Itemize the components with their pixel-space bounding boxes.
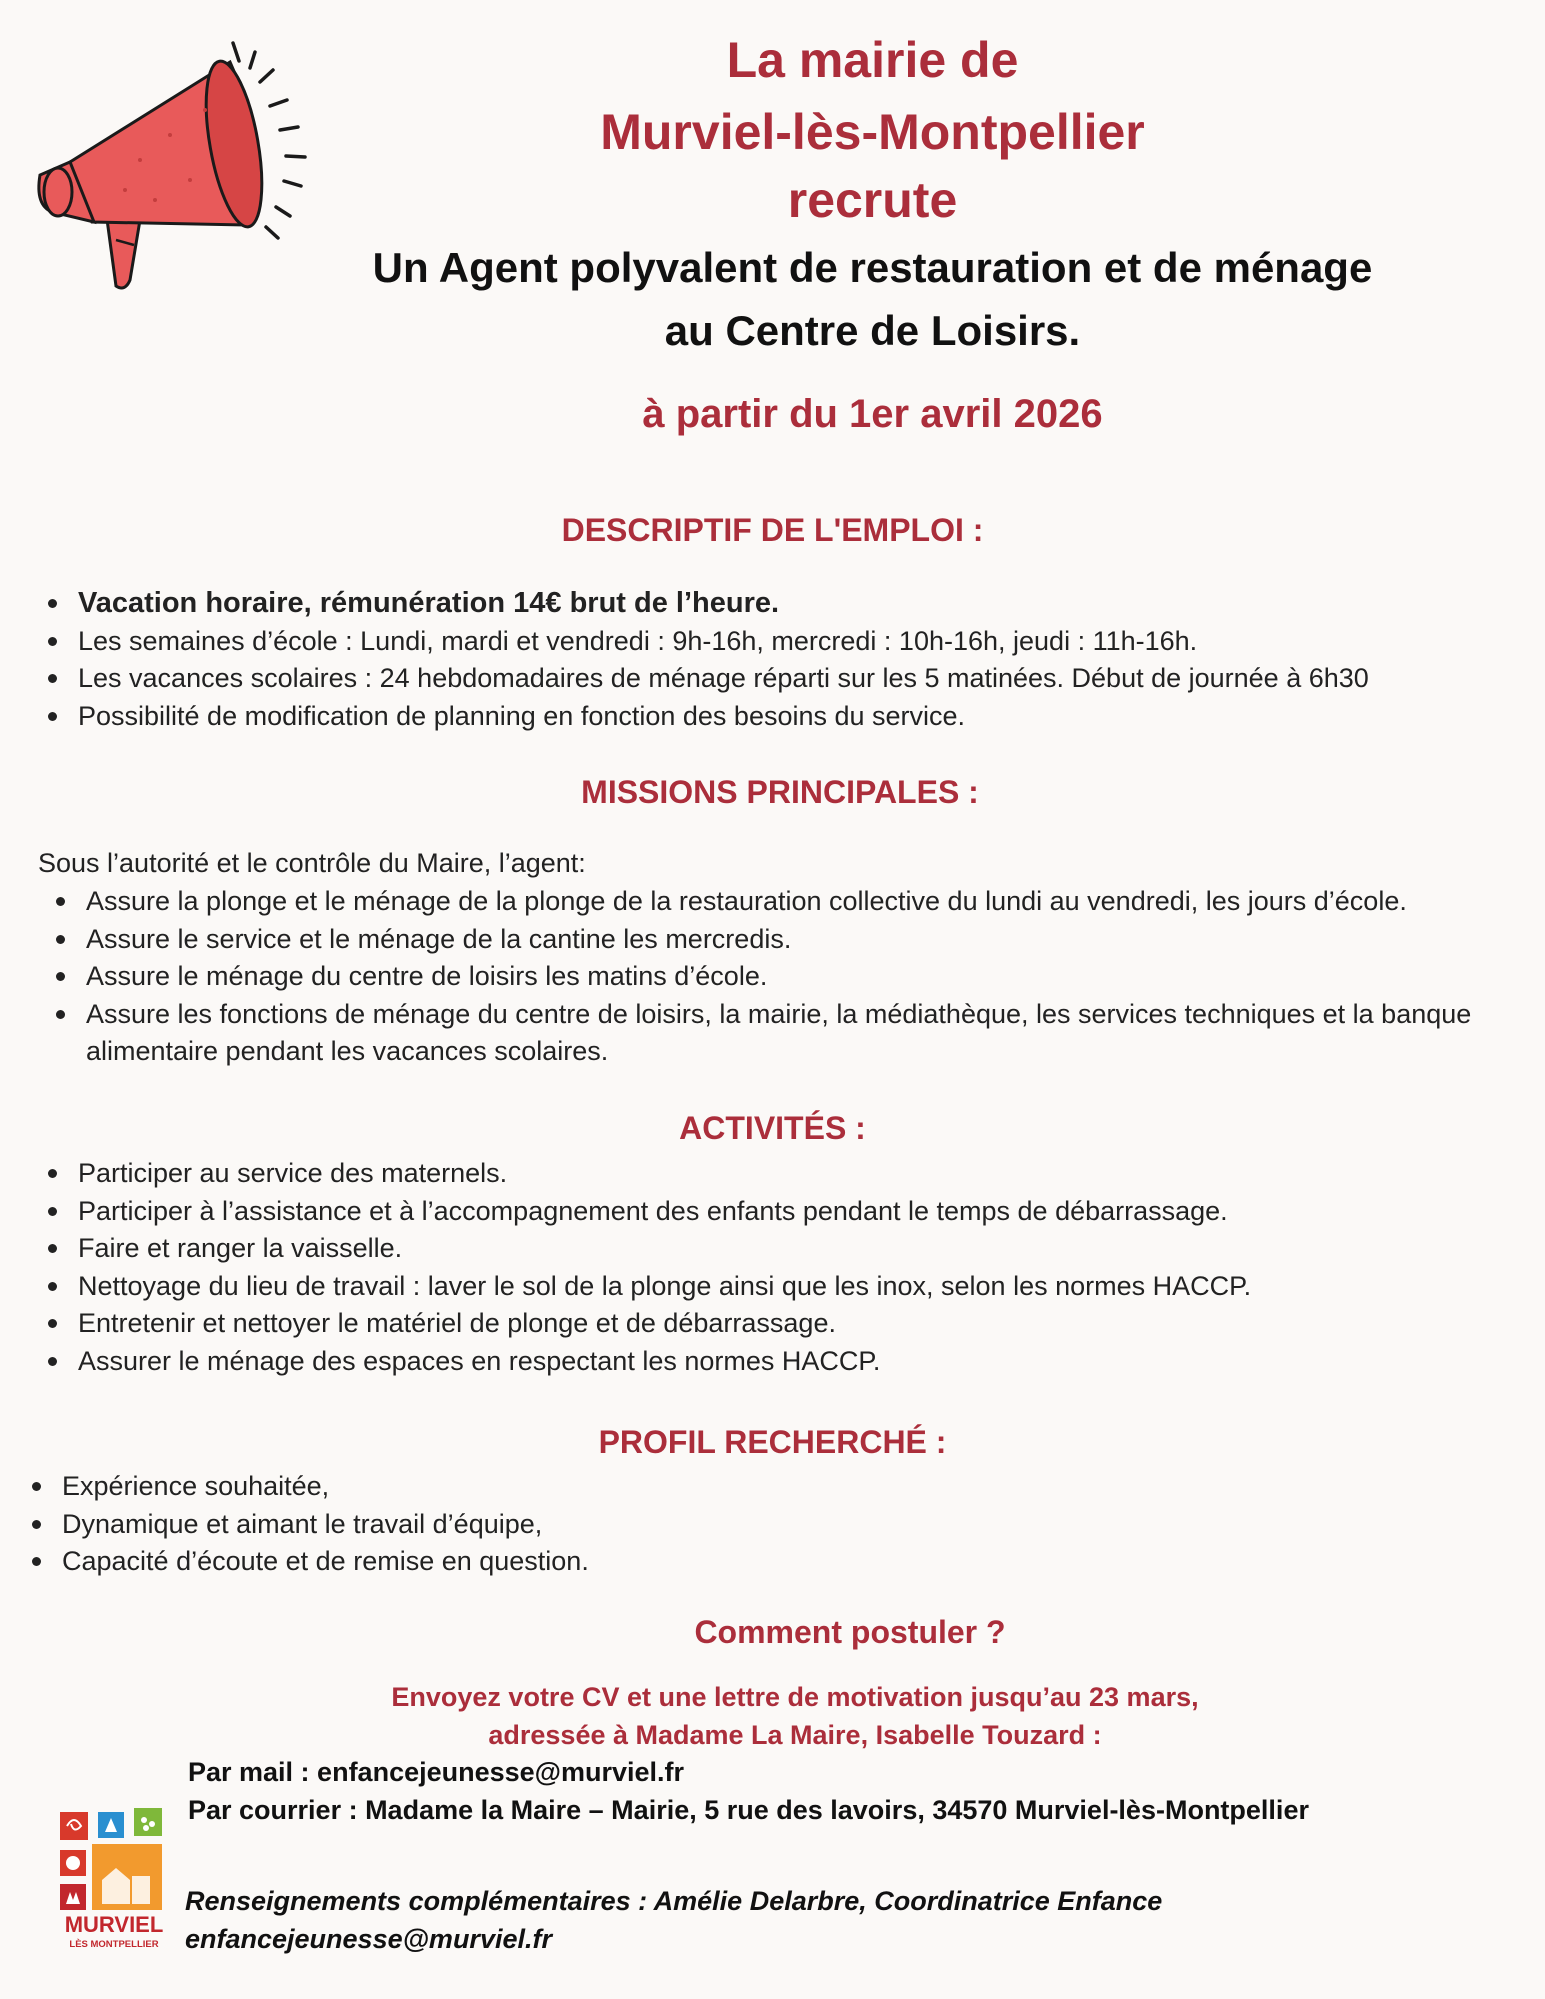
list-item: Capacité d’écoute et de remise en question. — [22, 1543, 1502, 1581]
descriptif-list — [38, 585, 1518, 735]
list-item: Assurer le ménage des espaces en respectant les normes HACCP. — [38, 1343, 1518, 1381]
section-heading-missions: MISSIONS PRINCIPALES : — [581, 774, 979, 810]
list-item: Nettoyage du lieu de travail : laver le sol de la plonge ainsi que les inox, selon les normes HACCP. — [38, 1268, 1518, 1306]
apply-heading: Comment postuler ? — [694, 1614, 1006, 1650]
murviel-logo — [58, 1806, 170, 1952]
list-item: Participer au service des maternels. — [38, 1155, 1518, 1193]
section-heading-descriptif: DESCRIPTIF DE L'EMPLOI : — [561, 512, 984, 548]
activites-list — [38, 1155, 1518, 1380]
list-item: Dynamique et aimant le travail d’équipe, — [22, 1506, 1502, 1544]
list-item: Les semaines d’école : Lundi, mardi et vendredi : 9h-16h, mercredi : 10h-16h, jeudi : 11h-16h. — [38, 623, 1518, 661]
list-item: Possibilité de modification de planning en fonction des besoins du service. — [38, 698, 1518, 736]
subtitle-line-1: Un Agent polyvalent de restauration et de ménage — [372, 244, 1373, 291]
list-item: Assure le service et le ménage de la cantine les mercredis. — [46, 921, 1516, 959]
list-item: Assure le ménage du centre de loisirs les matins d’école. — [46, 958, 1516, 996]
contact-courrier: Par courrier : Madame la Maire – Mairie, 5 rue des lavoirs, 34570 Murviel-lès-Montpellier — [188, 1795, 1309, 1825]
info-contact: Renseignements complémentaires : Amélie Delarbre, Coordinatrice Enfance — [185, 1886, 1163, 1916]
list-item: Assure les fonctions de ménage du centre de loisirs, la mairie, la médiathèque, les services techniques et la banque alimentaire pendant les vacances scolaires. — [46, 996, 1516, 1071]
contact-mail: Par mail : enfancejeunesse@murviel.fr — [188, 1757, 685, 1787]
apply-line-1: Envoyez votre CV et une lettre de motivation jusqu’au 23 mars, — [391, 1682, 1199, 1712]
logo-name: MURVIEL — [64, 1912, 164, 1937]
title-line-1: La mairie de — [726, 32, 1019, 88]
list-item: Vacation horaire, rémunération 14€ brut de l’heure. — [38, 585, 1518, 623]
profil-list — [22, 1468, 1502, 1581]
missions-intro: Sous l’autorité et le contrôle du Maire, l’agent: — [38, 848, 586, 878]
info-email: enfancejeunesse@murviel.fr — [185, 1924, 552, 1954]
list-item: Faire et ranger la vaisselle. — [38, 1230, 1518, 1268]
list-item: Entretenir et nettoyer le matériel de plonge et de débarrassage. — [38, 1305, 1518, 1343]
section-heading-profil: PROFIL RECHERCHÉ : — [598, 1424, 947, 1460]
title-line-2: Murviel-lès-Montpellier — [600, 104, 1145, 160]
list-item: Les vacances scolaires : 24 hebdomadaires de ménage réparti sur les 5 matinées. Début de journée à 6h30 — [38, 660, 1518, 698]
list-item: Participer à l’assistance et à l’accompagnement des enfants pendant le temps de débarrassage. — [38, 1193, 1518, 1231]
apply-line-2: adressée à Madame La Maire, Isabelle Touzard : — [488, 1720, 1102, 1750]
start-date: à partir du 1er avril 2026 — [642, 392, 1103, 436]
section-heading-activites: ACTIVITÉS : — [679, 1110, 866, 1146]
subtitle-line-2: au Centre de Loisirs. — [664, 307, 1081, 354]
logo-sub: LÈS MONTPELLIER — [69, 1939, 159, 1950]
list-item: Expérience souhaitée, — [22, 1468, 1502, 1506]
title-line-3: recrute — [787, 172, 958, 228]
missions-list — [46, 883, 1516, 1071]
list-item: Assure la plonge et le ménage de la plonge de la restauration collective du lundi au vendredi, les jours d’école. — [46, 883, 1516, 921]
